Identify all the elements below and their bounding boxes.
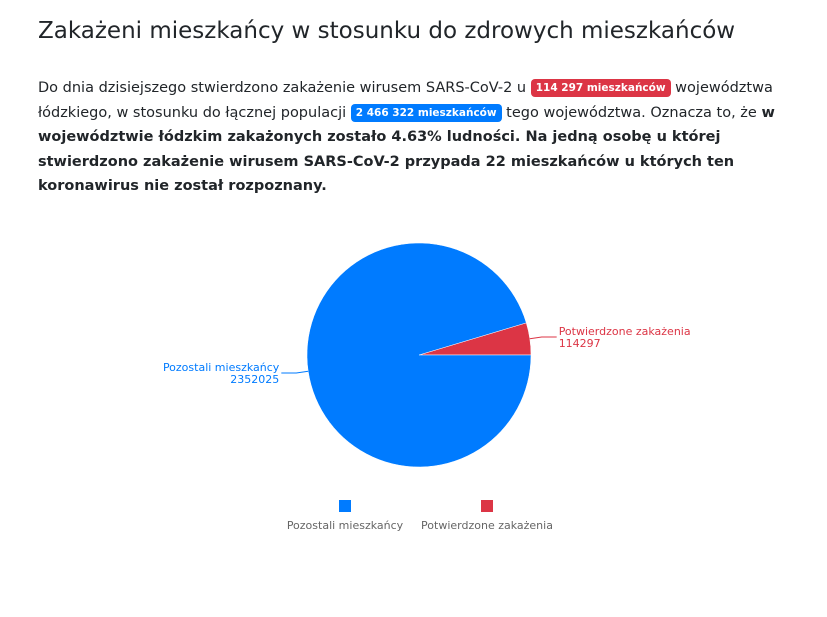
legend-swatch-remaining[interactable] xyxy=(339,500,351,512)
page-title: Zakażeni mieszkańcy w stosunku do zdrowych mieszkańców xyxy=(38,18,736,44)
infected-count-badge: 114 297 mieszkańców xyxy=(531,79,671,97)
pie-slice-remaining[interactable] xyxy=(307,243,531,467)
legend-swatch-infected[interactable] xyxy=(481,500,493,512)
population-count-badge: 2 466 322 mieszkańców xyxy=(351,104,502,122)
pie-slices xyxy=(307,243,531,467)
summary-text-3: tego województwa. Oznacza to, że xyxy=(501,104,762,121)
slice-label-value-infected: 114297 xyxy=(558,337,601,351)
slice-label-name-remaining: Pozostali mieszkańcy xyxy=(162,360,280,374)
leader-line-remaining xyxy=(281,371,308,373)
legend-label-remaining[interactable]: Pozostali mieszkańcy xyxy=(286,519,404,532)
summary-text-1: Do dnia dzisiejszego stwierdzono zakażenie wirusem SARS-CoV-2 u xyxy=(38,80,531,96)
summary-text-2: województwa łódzkiego, w stosunku do łącznej populacji xyxy=(38,80,773,121)
slice-label-name-infected: Potwierdzone zakażenia xyxy=(558,325,691,339)
slice-label-value-remaining: 2352025 xyxy=(230,372,280,386)
chart-legend xyxy=(287,500,553,532)
summary-conclusion: w województwie łódzkim zakażonych zostało 4.63% ludności. Na jedną osobę u której stwierdzono zakażenie wirusem SARS-CoV-2 przypada 22 mieszkańców u których ten koronawirus nie został rozpoznany. xyxy=(38,104,775,194)
leader-line-infected xyxy=(530,337,557,339)
legend-label-infected[interactable]: Potwierdzone zakażenia xyxy=(421,519,553,532)
